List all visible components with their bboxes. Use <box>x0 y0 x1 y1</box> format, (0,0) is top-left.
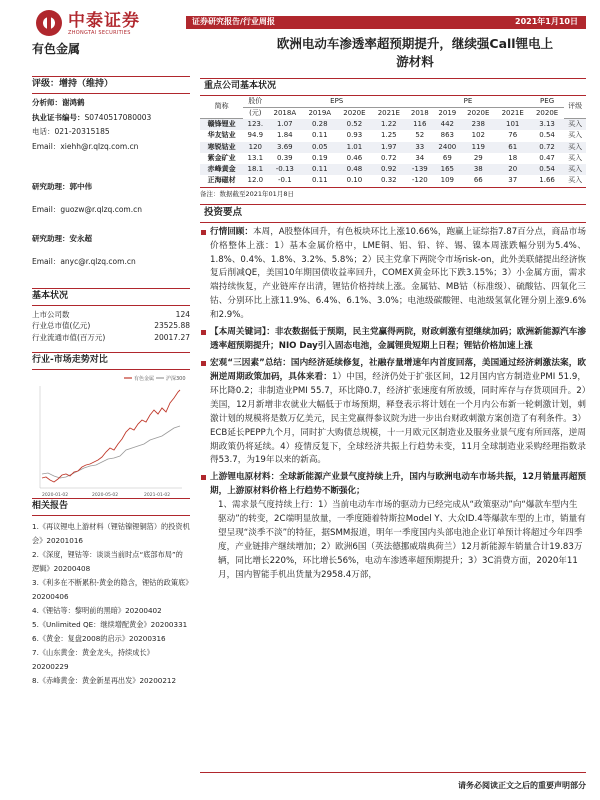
company-rating: 买入 <box>568 175 583 184</box>
report-category: 证券研究报告/行业周报 <box>192 17 275 26</box>
cert-number: S0740517080003 <box>84 112 152 122</box>
col-price: 股价 <box>243 96 267 108</box>
x-tick-label: 2021-01-02 <box>144 492 171 498</box>
peg-value: 0.72 <box>530 142 564 153</box>
x-tick-label: 2020-05-02 <box>92 492 119 498</box>
key-companies-table <box>200 96 586 186</box>
analyst-role: 研究助理： <box>32 182 70 191</box>
related-report-item[interactable]: 1.《再议锂电上游材料（锂钴镍锂铜箔）的投资机会》20201016 <box>32 521 190 545</box>
basic-row: 行业总市值(亿元) 23525.88 <box>32 321 190 331</box>
eps-value: 0.19 <box>311 153 328 162</box>
eps-value: 1.25 <box>381 131 397 140</box>
eps-value: 0.46 <box>346 153 363 162</box>
sector-line <box>42 390 180 482</box>
pe-value: 29 <box>473 153 483 162</box>
eps-value: 1.01 <box>337 142 371 153</box>
pe-value: -120 <box>411 175 428 184</box>
company-price: 12.0 <box>247 175 264 184</box>
point-upstream: 上游锂电原材料：全球新能源产业景气度持续上升，国内与欧洲电动车市场共振，12月销量再超预期，上游原材料价格上行趋势不断强化； <box>210 471 586 499</box>
basic-row: 行业流通市值(百万元) 20017.27 <box>32 332 190 342</box>
email-address: anyc@r.qlzq.com.cn <box>60 256 136 266</box>
email-label: Email： <box>32 256 61 266</box>
legend-index: 沪深300 <box>166 375 186 382</box>
year-header: 2021E <box>496 107 530 119</box>
market-trend-title: 行业-市场走势对比 <box>32 352 190 370</box>
related-report-item[interactable]: 2.《深度，锂钴等：谈谈当前时点“底部布局”的逻辑》20200408 <box>32 549 183 573</box>
year-header: 2020E <box>461 107 495 119</box>
investment-points <box>200 226 586 583</box>
peg-value: 1.66 <box>539 175 555 184</box>
year-header: 2019A <box>302 107 337 119</box>
related-reports-list <box>32 520 190 688</box>
year-header: 2020E <box>337 107 371 119</box>
x-tick-label: 2020-01-02 <box>42 492 69 498</box>
analyst-assistant-2 <box>32 232 190 269</box>
report-title <box>230 35 600 71</box>
col-name: 简称 <box>200 96 243 119</box>
eps-value: 0.39 <box>277 153 293 162</box>
pe-value: 61 <box>496 142 530 153</box>
phone-number: 021-20315185 <box>54 127 110 137</box>
company-row <box>200 130 586 141</box>
year-header: 2018A <box>267 107 302 119</box>
eps-value: 0.05 <box>302 142 337 153</box>
sector-name: 有色金属 <box>32 42 81 56</box>
company-rating: 买入 <box>564 164 586 175</box>
company-row <box>200 119 586 131</box>
analyst-name: 安永超 <box>69 234 92 243</box>
index-line <box>42 426 180 478</box>
company-price: 123. <box>243 119 267 131</box>
basic-info-title: 基本状况 <box>32 288 190 306</box>
company-rating: 买入 <box>564 119 586 131</box>
eps-value: 0.11 <box>311 131 328 140</box>
logo-english-name: ZHONGTAI SECURITIES <box>68 30 131 36</box>
eps-value: 0.11 <box>311 175 328 184</box>
col-pe: PE <box>406 96 530 108</box>
pe-value: 101 <box>496 119 530 131</box>
point-keywords: 【本周关键词】：非农数据低于预期，民主党赢得两院，财政刺激有望继续加码；欧洲新能源汽车渗透率超预期提升；NIO Day引入固态电池，金属锂贵短期上日程；锂钴价格加速上涨 <box>210 326 586 354</box>
pe-value: 165 <box>434 164 462 175</box>
pe-value: 52 <box>415 131 425 140</box>
basic-row: 上市公司数 124 <box>32 309 190 319</box>
pe-value: 69 <box>442 153 452 162</box>
col-eps: EPS <box>267 96 406 108</box>
eps-value: 1.22 <box>372 119 406 131</box>
basic-info <box>32 288 190 344</box>
pe-value: 66 <box>473 175 483 184</box>
peg-value: 0.54 <box>539 131 555 140</box>
pe-value: 20 <box>496 164 530 175</box>
logo-chinese-name: 中泰证券 <box>68 11 140 31</box>
company-price: 94.9 <box>247 131 264 140</box>
footer-divider <box>200 772 586 773</box>
analyst-primary <box>32 96 190 155</box>
company-name: 正海磁材 <box>207 175 236 184</box>
eps-value: 0.11 <box>302 164 337 175</box>
company-row <box>200 153 586 164</box>
point-macro: 宏观“三因素”总结：国内经济延续修复，社融存量增速年内首度回落，美国通过经济刺激法案，欧洲逆周期政策加码，具体来看：1）中国，经济仍处于扩张区间，12月国内官方制造业PMI 51.9，环比降0.2；非制造业PMI 55.7，环比降0.7，经济扩张速度有所放缓，同时库存与存货项回升。2）美国，12月新增非农就业大幅低于市场预期，释登表示将计划在一个月内公布新一轮刺激计划，刺激计划的规模将是数万亿美元，民主党赢得参议院为进一步出台财政刺激方案创造了有利条件。3）ECB延长PEPP九个月，同时扩大购债总规模，十一月欧元区制造业及服务业景气度有所回落，逆周期政策仍将延续。4）疫情反复下，全球经济共振上行趋势未变，11月全球制造业采购经理指数录得53.7，为19年以来的新高。 <box>210 357 586 468</box>
company-price: 13.1 <box>247 153 264 162</box>
analyst-role: 分析师： <box>32 98 62 107</box>
header-bar <box>186 16 586 29</box>
pe-value: 76 <box>508 131 518 140</box>
eps-value: 0.28 <box>302 119 337 131</box>
analyst-role: 研究助理： <box>32 234 70 243</box>
col-peg: PEG <box>530 96 564 108</box>
pe-value: 33 <box>406 142 434 153</box>
company-logo <box>36 10 166 38</box>
market-trend-chart <box>32 370 190 500</box>
investment-title: 投资要点 <box>200 204 586 222</box>
pe-value: 37 <box>508 175 518 184</box>
eps-value: -0.1 <box>277 175 292 184</box>
eps-value: 0.92 <box>372 164 406 175</box>
pe-value: 442 <box>434 119 462 131</box>
pe-value: 238 <box>461 119 495 131</box>
related-report-item[interactable]: 4.《锂钴等：黎明前的黑暗》20200402 <box>32 605 162 615</box>
phone-label: 电话： <box>32 127 55 137</box>
peg-value: 0.54 <box>530 164 564 175</box>
eps-value: 0.93 <box>346 131 363 140</box>
pe-value: 116 <box>406 119 434 131</box>
company-rating: 买入 <box>564 142 586 153</box>
email-address: guozw@r.qlzq.com.cn <box>60 204 142 214</box>
pe-value: 863 <box>440 131 455 140</box>
eps-value: 0.10 <box>346 175 363 184</box>
pe-value: 109 <box>440 175 455 184</box>
eps-value: 0.72 <box>381 153 397 162</box>
company-name: 紫金矿业 <box>207 153 236 162</box>
analyst-name: 郭中伟 <box>69 182 92 191</box>
point-market-review: 行情回顾：本周，A股整体回升，有色板块环比上涨10.66%，跑赢上证综指7.87百分点，商品市场价格整体上涨：1）基本金属价格中，LME铜、铝、铅、锌、锡、镍本周涨跌幅分别为5.4%、1.8%、0.4%、1.8%、3.2%、5.8%；2）民主党拿下两院令市场risk-on，此外美联储提出经济恢复后削减QE，美国10年期国债收益率回升，COMEX黄金环比下跌3.15%；3）小金属方面，需求端持续恢复，产业链库存出清，锂钴价格持续上涨。金属钴、MB钴（标准级）、硫酸钴、四氧化三钴、分别环比上涨11.9%、6.4%、6.1%、3.0%；电池级碳酸锂、电池级氢氧化锂分别上涨9.6%和2.9%。 <box>210 226 586 323</box>
company-row <box>200 142 586 153</box>
related-report-item[interactable]: 6.《黄金：复盘2008的启示》20200316 <box>32 633 166 643</box>
right-column <box>200 78 586 583</box>
pe-value: 34 <box>415 153 425 162</box>
key-companies-title: 重点公司基本状况 <box>200 78 586 96</box>
company-name: 华友钴业 <box>207 131 236 140</box>
legend-sector: 有色金属 <box>134 375 155 382</box>
point-demand: 1、需求景气度持续上行：1）当前电动车市场的驱动力已经完成从“政策驱动”向“爆款车型内生驱动”的转变，2C端明显放量，一季度随着特斯拉Model Y、大众ID.4等爆款车型的上市，销量有望呈现“淡季不淡”的特征，据SMM报道，明年一季度国内头部电池企业订单预计将超过今年四季度，产业链排产继续增加；2）欧洲6国（英法德挪威瑞典荷兰）12月新能源车销量合计19.83万辆，同比增长220%，环比增长56%，电动车渗透率超预期提升；3）3C消费方面，2020年11月，国内智能手机出货量为2958.4万部， <box>218 500 586 580</box>
company-row <box>200 164 586 175</box>
pe-value: 119 <box>461 142 495 153</box>
col-price-unit: (元) <box>243 107 267 119</box>
market-trend-section <box>32 352 190 500</box>
company-rating: 买入 <box>568 153 583 162</box>
year-header: 2021E <box>372 107 406 119</box>
year-header: 2020E <box>530 107 564 119</box>
report-date: 2021年1月10日 <box>515 17 578 26</box>
cert-label: 执业证书编号： <box>32 112 85 122</box>
company-name: 赤峰黄金 <box>200 164 243 175</box>
eps-value: -0.13 <box>267 164 302 175</box>
company-name: 寒锐钴业 <box>200 142 243 153</box>
email-label: Email： <box>32 204 61 214</box>
company-price: 18.1 <box>243 164 267 175</box>
footer-disclaimer: 请务必阅读正文之后的重要声明部分 <box>458 781 586 790</box>
company-name: 赣锋锂业 <box>200 119 243 131</box>
email-label: Email： <box>32 141 61 151</box>
related-report-item[interactable]: 5.《Unlimited QE：继续增配黄金》20200331 <box>32 619 188 629</box>
table-note: 备注：数据截至2021年01月8日 <box>200 187 586 198</box>
eps-value: 1.97 <box>372 142 406 153</box>
eps-value: 1.07 <box>267 119 302 131</box>
company-rating: 买入 <box>568 131 583 140</box>
company-row <box>200 175 586 186</box>
rating-label: 评级： <box>32 79 60 89</box>
pe-value: 102 <box>471 131 485 140</box>
col-rating: 评级 <box>564 96 586 119</box>
eps-value: 0.32 <box>381 175 397 184</box>
year-header: 2018 <box>406 107 434 119</box>
eps-value: 3.69 <box>267 142 302 153</box>
pe-value: 18 <box>508 153 518 162</box>
eps-value: 0.52 <box>337 119 371 131</box>
email-address: xiehh@r.qlzq.com.cn <box>60 141 139 151</box>
related-report-item[interactable]: 3.《利多在不断累积-黄金的隐含，锂钴的政策底》20200406 <box>32 577 189 601</box>
year-header: 2019 <box>434 107 462 119</box>
title-line-1: 欧洲电动车渗透率超预期提升，继续强Call锂电上 <box>276 36 554 51</box>
analyst-name: 谢鸿鹤 <box>62 98 85 107</box>
market-trend-svg <box>32 370 190 500</box>
rating-box <box>32 76 190 94</box>
peg-value: 3.13 <box>530 119 564 131</box>
related-reports-title: 相关报告 <box>32 498 190 516</box>
pe-value: 38 <box>461 164 495 175</box>
analyst-assistant-1 <box>32 180 190 217</box>
logo-emblem-icon <box>36 10 62 36</box>
eps-value: 1.84 <box>277 131 293 140</box>
related-reports <box>32 498 190 688</box>
eps-value: 0.48 <box>337 164 371 175</box>
title-line-2: 游材料 <box>396 54 434 70</box>
peg-value: 0.47 <box>539 153 555 162</box>
rating-value: 增持（维持） <box>59 79 114 89</box>
related-report-item[interactable]: 8.《赤峰黄金：黄金新星再出发》20200212 <box>32 676 177 686</box>
company-price: 120 <box>243 142 267 153</box>
related-report-item[interactable]: 7.《山东黄金：黄金龙头，持续成长》20200229 <box>32 647 154 671</box>
pe-value: 2400 <box>434 142 462 153</box>
pe-value: -139 <box>406 164 434 175</box>
